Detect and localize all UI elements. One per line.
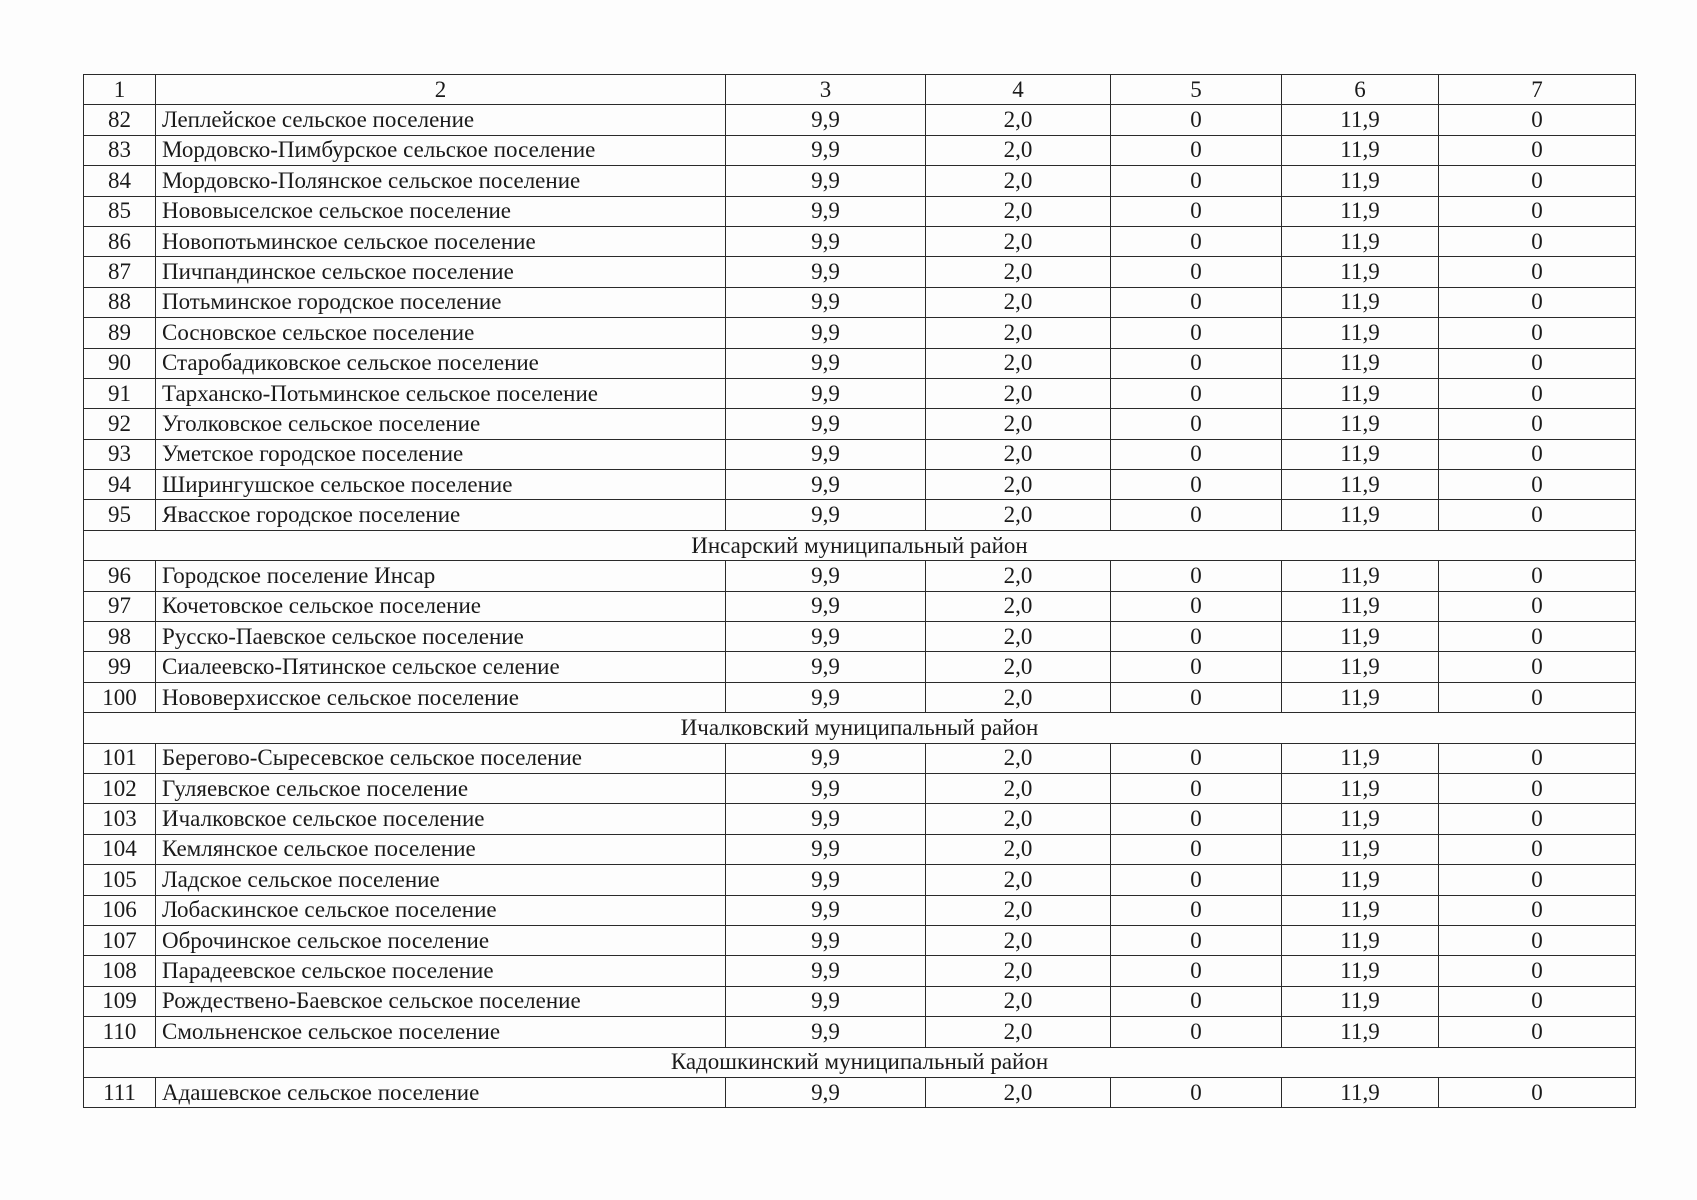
- value-col-7: 0: [1439, 257, 1636, 287]
- settlement-name: Лобаскинское сельское поселение: [156, 895, 726, 925]
- value-col-7: 0: [1439, 804, 1636, 834]
- value-col-5: 0: [1111, 409, 1282, 439]
- value-col-3: 9,9: [726, 1017, 926, 1047]
- value-col-7: 0: [1439, 986, 1636, 1016]
- value-col-7: 0: [1439, 652, 1636, 682]
- value-col-4: 2,0: [926, 895, 1111, 925]
- value-col-6: 11,9: [1282, 1077, 1439, 1107]
- value-col-4: 2,0: [926, 743, 1111, 773]
- row-number: 82: [84, 105, 156, 135]
- value-col-4: 2,0: [926, 1017, 1111, 1047]
- settlement-name: Смольненское сельское поселение: [156, 1017, 726, 1047]
- value-col-7: 0: [1439, 409, 1636, 439]
- value-col-6: 11,9: [1282, 470, 1439, 500]
- table-row: [84, 834, 1636, 864]
- settlement-name: Парадеевское сельское поселение: [156, 956, 726, 986]
- table-row: [84, 470, 1636, 500]
- value-col-3: 9,9: [726, 439, 926, 469]
- table-row: [84, 682, 1636, 712]
- value-col-3: 9,9: [726, 743, 926, 773]
- row-number: 103: [84, 804, 156, 834]
- value-col-5: 0: [1111, 226, 1282, 256]
- value-col-6: 11,9: [1282, 257, 1439, 287]
- value-col-7: 0: [1439, 956, 1636, 986]
- value-col-5: 0: [1111, 895, 1282, 925]
- value-col-4: 2,0: [926, 257, 1111, 287]
- row-number: 89: [84, 318, 156, 348]
- value-col-7: 0: [1439, 682, 1636, 712]
- header-cell: 4: [926, 75, 1111, 105]
- table-row: [84, 226, 1636, 256]
- table-row: [84, 591, 1636, 621]
- value-col-6: 11,9: [1282, 318, 1439, 348]
- row-number: 104: [84, 834, 156, 864]
- row-number: 97: [84, 591, 156, 621]
- value-col-3: 9,9: [726, 591, 926, 621]
- value-col-5: 0: [1111, 318, 1282, 348]
- row-number: 110: [84, 1017, 156, 1047]
- value-col-7: 0: [1439, 773, 1636, 803]
- value-col-4: 2,0: [926, 378, 1111, 408]
- table-row: [84, 287, 1636, 317]
- row-number: 94: [84, 470, 156, 500]
- value-col-5: 0: [1111, 470, 1282, 500]
- value-col-4: 2,0: [926, 348, 1111, 378]
- settlement-name: Гуляевское сельское поселение: [156, 773, 726, 803]
- header-cell: 3: [726, 75, 926, 105]
- settlement-name: Пичпандинское сельское поселение: [156, 257, 726, 287]
- value-col-5: 0: [1111, 348, 1282, 378]
- row-number: 87: [84, 257, 156, 287]
- value-col-4: 2,0: [926, 804, 1111, 834]
- settlement-name: Адашевское сельское поселение: [156, 1077, 726, 1107]
- row-number: 102: [84, 773, 156, 803]
- table-row: [84, 956, 1636, 986]
- table-row: [84, 409, 1636, 439]
- district-section-row: [84, 1047, 1636, 1077]
- value-col-7: 0: [1439, 196, 1636, 226]
- value-col-4: 2,0: [926, 773, 1111, 803]
- table-row: [84, 105, 1636, 135]
- value-col-7: 0: [1439, 591, 1636, 621]
- header-cell: 1: [84, 75, 156, 105]
- value-col-7: 0: [1439, 622, 1636, 652]
- value-col-4: 2,0: [926, 622, 1111, 652]
- table-row: [84, 622, 1636, 652]
- value-col-5: 0: [1111, 439, 1282, 469]
- value-col-5: 0: [1111, 500, 1282, 530]
- value-col-6: 11,9: [1282, 105, 1439, 135]
- value-col-7: 0: [1439, 105, 1636, 135]
- header-cell: 6: [1282, 75, 1439, 105]
- value-col-3: 9,9: [726, 895, 926, 925]
- value-col-7: 0: [1439, 166, 1636, 196]
- value-col-7: 0: [1439, 1077, 1636, 1107]
- settlement-name: Городское поселение Инсар: [156, 561, 726, 591]
- value-col-6: 11,9: [1282, 773, 1439, 803]
- value-col-3: 9,9: [726, 135, 926, 165]
- value-col-3: 9,9: [726, 166, 926, 196]
- value-col-5: 0: [1111, 925, 1282, 955]
- table-row: [84, 652, 1636, 682]
- settlement-name: Ичалковское сельское поселение: [156, 804, 726, 834]
- value-col-5: 0: [1111, 773, 1282, 803]
- row-number: 99: [84, 652, 156, 682]
- row-number: 100: [84, 682, 156, 712]
- value-col-4: 2,0: [926, 925, 1111, 955]
- value-col-4: 2,0: [926, 135, 1111, 165]
- value-col-7: 0: [1439, 348, 1636, 378]
- value-col-7: 0: [1439, 226, 1636, 256]
- value-col-4: 2,0: [926, 439, 1111, 469]
- settlement-name: Кемлянское сельское поселение: [156, 834, 726, 864]
- settlement-name: Рождествено-Баевское сельское поселение: [156, 986, 726, 1016]
- table-row: [84, 166, 1636, 196]
- settlement-name: Мордовско-Полянское сельское поселение: [156, 166, 726, 196]
- value-col-3: 9,9: [726, 257, 926, 287]
- value-col-4: 2,0: [926, 652, 1111, 682]
- table-row: [84, 135, 1636, 165]
- value-col-5: 0: [1111, 804, 1282, 834]
- row-number: 95: [84, 500, 156, 530]
- value-col-4: 2,0: [926, 500, 1111, 530]
- value-col-7: 0: [1439, 834, 1636, 864]
- table-row: [84, 561, 1636, 591]
- value-col-5: 0: [1111, 378, 1282, 408]
- value-col-7: 0: [1439, 925, 1636, 955]
- value-col-7: 0: [1439, 500, 1636, 530]
- row-number: 90: [84, 348, 156, 378]
- settlement-name: Старобадиковское сельское поселение: [156, 348, 726, 378]
- value-col-6: 11,9: [1282, 591, 1439, 621]
- value-col-3: 9,9: [726, 1077, 926, 1107]
- row-number: 98: [84, 622, 156, 652]
- value-col-6: 11,9: [1282, 925, 1439, 955]
- value-col-6: 11,9: [1282, 895, 1439, 925]
- value-col-3: 9,9: [726, 986, 926, 1016]
- row-number: 101: [84, 743, 156, 773]
- value-col-4: 2,0: [926, 865, 1111, 895]
- value-col-7: 0: [1439, 743, 1636, 773]
- value-col-5: 0: [1111, 834, 1282, 864]
- value-col-3: 9,9: [726, 409, 926, 439]
- value-col-5: 0: [1111, 257, 1282, 287]
- table-row: [84, 196, 1636, 226]
- value-col-5: 0: [1111, 743, 1282, 773]
- value-col-3: 9,9: [726, 226, 926, 256]
- value-col-6: 11,9: [1282, 409, 1439, 439]
- value-col-5: 0: [1111, 196, 1282, 226]
- table-row: [84, 318, 1636, 348]
- value-col-6: 11,9: [1282, 378, 1439, 408]
- value-col-3: 9,9: [726, 500, 926, 530]
- table-row: [84, 986, 1636, 1016]
- value-col-3: 9,9: [726, 196, 926, 226]
- value-col-6: 11,9: [1282, 682, 1439, 712]
- value-col-4: 2,0: [926, 226, 1111, 256]
- table-row: [84, 925, 1636, 955]
- value-col-7: 0: [1439, 895, 1636, 925]
- settlement-name: Кочетовское сельское поселение: [156, 591, 726, 621]
- value-col-4: 2,0: [926, 956, 1111, 986]
- value-col-3: 9,9: [726, 348, 926, 378]
- row-number: 109: [84, 986, 156, 1016]
- table-row: [84, 895, 1636, 925]
- row-number: 107: [84, 925, 156, 955]
- value-col-3: 9,9: [726, 652, 926, 682]
- value-col-7: 0: [1439, 1017, 1636, 1047]
- settlement-name: Берегово-Сыресевское сельское поселение: [156, 743, 726, 773]
- settlement-name: Нововерхисское сельское поселение: [156, 682, 726, 712]
- district-section-row: [84, 530, 1636, 560]
- settlement-name: Леплейское сельское поселение: [156, 105, 726, 135]
- table-row: [84, 743, 1636, 773]
- row-number: 88: [84, 287, 156, 317]
- value-col-5: 0: [1111, 166, 1282, 196]
- value-col-4: 2,0: [926, 834, 1111, 864]
- settlement-name: Тарханско-Потьминское сельское поселение: [156, 378, 726, 408]
- row-number: 84: [84, 166, 156, 196]
- column-number-header: [84, 75, 1636, 105]
- value-col-7: 0: [1439, 561, 1636, 591]
- table-row: [84, 500, 1636, 530]
- header-cell: 7: [1439, 75, 1636, 105]
- value-col-3: 9,9: [726, 773, 926, 803]
- table-row: [84, 865, 1636, 895]
- value-col-5: 0: [1111, 622, 1282, 652]
- value-col-4: 2,0: [926, 561, 1111, 591]
- value-col-7: 0: [1439, 318, 1636, 348]
- settlements-table: [83, 74, 1636, 1108]
- value-col-5: 0: [1111, 1017, 1282, 1047]
- value-col-3: 9,9: [726, 561, 926, 591]
- table-row: [84, 1017, 1636, 1047]
- value-col-7: 0: [1439, 470, 1636, 500]
- row-number: 106: [84, 895, 156, 925]
- value-col-7: 0: [1439, 439, 1636, 469]
- value-col-5: 0: [1111, 682, 1282, 712]
- table-row: [84, 1077, 1636, 1107]
- row-number: 92: [84, 409, 156, 439]
- value-col-6: 11,9: [1282, 166, 1439, 196]
- settlement-name: Сиалеевско-Пятинское сельское селение: [156, 652, 726, 682]
- table-body: [84, 105, 1636, 1108]
- value-col-6: 11,9: [1282, 1017, 1439, 1047]
- value-col-3: 9,9: [726, 865, 926, 895]
- row-number: 111: [84, 1077, 156, 1107]
- value-col-6: 11,9: [1282, 196, 1439, 226]
- district-title: Кадошкинский муниципальный район: [84, 1047, 1636, 1077]
- value-col-6: 11,9: [1282, 834, 1439, 864]
- value-col-6: 11,9: [1282, 652, 1439, 682]
- district-title: Инсарский муниципальный район: [84, 530, 1636, 560]
- settlement-name: Ширингушское сельское поселение: [156, 470, 726, 500]
- value-col-3: 9,9: [726, 925, 926, 955]
- row-number: 93: [84, 439, 156, 469]
- value-col-5: 0: [1111, 865, 1282, 895]
- value-col-6: 11,9: [1282, 135, 1439, 165]
- value-col-6: 11,9: [1282, 743, 1439, 773]
- value-col-5: 0: [1111, 135, 1282, 165]
- value-col-4: 2,0: [926, 166, 1111, 196]
- settlement-name: Оброчинское сельское поселение: [156, 925, 726, 955]
- value-col-3: 9,9: [726, 622, 926, 652]
- value-col-7: 0: [1439, 287, 1636, 317]
- value-col-6: 11,9: [1282, 226, 1439, 256]
- district-section-row: [84, 713, 1636, 743]
- value-col-4: 2,0: [926, 287, 1111, 317]
- value-col-3: 9,9: [726, 287, 926, 317]
- row-number: 108: [84, 956, 156, 986]
- settlement-name: Уголковское сельское поселение: [156, 409, 726, 439]
- value-col-3: 9,9: [726, 834, 926, 864]
- value-col-6: 11,9: [1282, 500, 1439, 530]
- row-number: 86: [84, 226, 156, 256]
- settlement-name: Явасское городское поселение: [156, 500, 726, 530]
- value-col-4: 2,0: [926, 409, 1111, 439]
- row-number: 85: [84, 196, 156, 226]
- table-row: [84, 348, 1636, 378]
- row-number: 105: [84, 865, 156, 895]
- district-title: Ичалковский муниципальный район: [84, 713, 1636, 743]
- table-row: [84, 378, 1636, 408]
- settlement-name: Уметское городское поселение: [156, 439, 726, 469]
- value-col-4: 2,0: [926, 986, 1111, 1016]
- table-row: [84, 804, 1636, 834]
- value-col-3: 9,9: [726, 470, 926, 500]
- value-col-3: 9,9: [726, 804, 926, 834]
- table-row: [84, 257, 1636, 287]
- value-col-5: 0: [1111, 1077, 1282, 1107]
- value-col-6: 11,9: [1282, 561, 1439, 591]
- value-col-3: 9,9: [726, 378, 926, 408]
- table-row: [84, 439, 1636, 469]
- value-col-5: 0: [1111, 956, 1282, 986]
- value-col-6: 11,9: [1282, 348, 1439, 378]
- value-col-5: 0: [1111, 652, 1282, 682]
- value-col-3: 9,9: [726, 318, 926, 348]
- settlement-name: Новопотьминское сельское поселение: [156, 226, 726, 256]
- value-col-6: 11,9: [1282, 986, 1439, 1016]
- row-number: 91: [84, 378, 156, 408]
- value-col-5: 0: [1111, 591, 1282, 621]
- value-col-6: 11,9: [1282, 956, 1439, 986]
- value-col-7: 0: [1439, 865, 1636, 895]
- value-col-7: 0: [1439, 135, 1636, 165]
- value-col-6: 11,9: [1282, 804, 1439, 834]
- value-col-4: 2,0: [926, 196, 1111, 226]
- value-col-5: 0: [1111, 287, 1282, 317]
- table-row: [84, 773, 1636, 803]
- settlement-name: Сосновское сельское поселение: [156, 318, 726, 348]
- header-cell: 2: [156, 75, 726, 105]
- value-col-4: 2,0: [926, 318, 1111, 348]
- value-col-4: 2,0: [926, 682, 1111, 712]
- row-number: 96: [84, 561, 156, 591]
- settlement-name: Ладское сельское поселение: [156, 865, 726, 895]
- value-col-3: 9,9: [726, 956, 926, 986]
- value-col-4: 2,0: [926, 1077, 1111, 1107]
- settlement-name: Мордовско-Пимбурское сельское поселение: [156, 135, 726, 165]
- value-col-6: 11,9: [1282, 622, 1439, 652]
- settlement-name: Потьминское городское поселение: [156, 287, 726, 317]
- value-col-5: 0: [1111, 986, 1282, 1016]
- row-number: 83: [84, 135, 156, 165]
- value-col-4: 2,0: [926, 591, 1111, 621]
- header-cell: 5: [1111, 75, 1282, 105]
- value-col-6: 11,9: [1282, 439, 1439, 469]
- value-col-6: 11,9: [1282, 287, 1439, 317]
- value-col-4: 2,0: [926, 105, 1111, 135]
- value-col-5: 0: [1111, 105, 1282, 135]
- value-col-3: 9,9: [726, 105, 926, 135]
- value-col-5: 0: [1111, 561, 1282, 591]
- value-col-7: 0: [1439, 378, 1636, 408]
- settlement-name: Нововыселское сельское поселение: [156, 196, 726, 226]
- value-col-6: 11,9: [1282, 865, 1439, 895]
- value-col-3: 9,9: [726, 682, 926, 712]
- value-col-4: 2,0: [926, 470, 1111, 500]
- settlement-name: Русско-Паевское сельское поселение: [156, 622, 726, 652]
